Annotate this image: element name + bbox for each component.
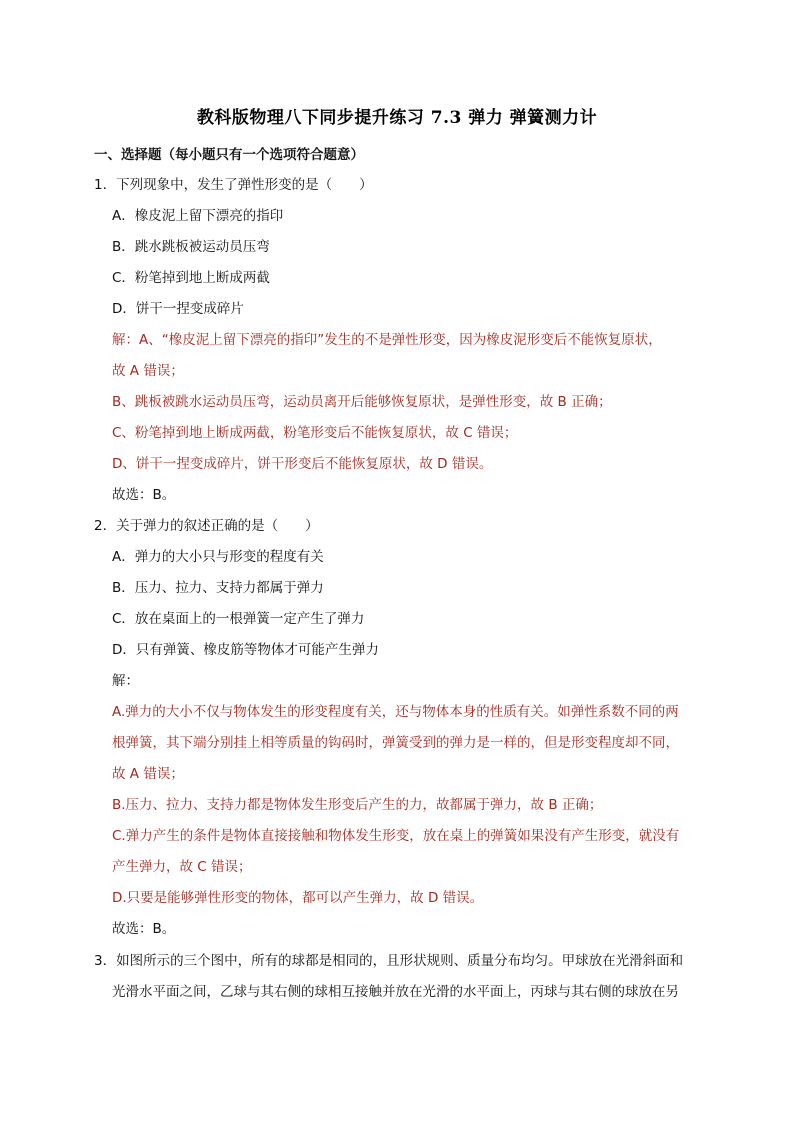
- question-2-option-d: D．只有弹簧、橡皮筋等物体才可能产生弹力: [112, 642, 379, 658]
- question-1-option-b: B．跳水跳板被运动员压弯: [112, 239, 270, 255]
- question-1-option-c: C．粉笔掉到地上断成两截: [112, 270, 270, 286]
- question-1-option-d: D．饼干一捏变成碎片: [112, 301, 244, 317]
- question-1-solution-line: C、粉笔掉到地上断成两截，粉笔形变后不能恢复原状，故 C 错误；: [112, 425, 518, 441]
- question-1-option-a: A．橡皮泥上留下漂亮的指印: [112, 208, 284, 224]
- section-heading: 一、选择题（每小题只有一个选项符合题意）: [94, 147, 364, 163]
- question-2-solution-line: 故 A 错误；: [112, 766, 184, 782]
- question-2-option-b: B．压力、拉力、支持力都属于弹力: [112, 580, 324, 596]
- question-1-solution-line: B、跳板被跳水运动员压弯，运动员离开后能够恢复原状，是弹性形变，故 B 正确；: [112, 394, 612, 410]
- question-2-solution-line: 根弹簧，其下端分别挂上相等质量的钩码时，弹簧受到的弹力是一样的，但是形变程度却不同，: [112, 735, 679, 751]
- question-2-stem: 2．关于弹力的叙述正确的是（ ）: [94, 518, 319, 534]
- question-1-solution-line: D、饼干一捏变成碎片，饼干形变后不能恢复原状，故 D 错误。: [112, 456, 493, 472]
- question-2-answer: 故选：B。: [112, 921, 176, 937]
- question-2-option-c: C．放在桌面上的一根弹簧一定产生了弹力: [112, 611, 365, 627]
- question-2-solution-label: 解：: [112, 673, 139, 689]
- question-2-solution-line: A.弹力的大小不仅与物体发生的形变程度有关，还与物体本身的性质有关。如弹性系数不同的两: [112, 704, 679, 720]
- question-3-stem-line: 光滑水平面之间，乙球与其右侧的球相互接触并放在光滑的水平面上，丙球与其右侧的球放在另: [112, 984, 679, 1000]
- question-2-solution-line: B.压力、拉力、支持力都是物体发生形变后产生的力，故都属于弹力，故 B 正确；: [112, 797, 603, 813]
- question-2-option-a: A．弹力的大小只与形变的程度有关: [112, 549, 324, 565]
- question-1-solution-line: 故 A 错误；: [112, 363, 184, 379]
- question-1-stem: 1．下列现象中，发生了弹性形变的是（ ）: [94, 177, 373, 193]
- question-2-solution-line: C.弹力产生的条件是物体直接接触和物体发生形变，放在桌上的弹簧如果没有产生形变，就没有: [112, 828, 680, 844]
- page-title: 教科版物理八下同步提升练习 7.3 弹力 弹簧测力计: [196, 108, 598, 128]
- question-1-answer: 故选：B。: [112, 487, 176, 503]
- question-1-solution-line: 解：A、“橡皮泥上留下漂亮的指印”发生的不是弹性形变，因为橡皮泥形变后不能恢复原状，: [112, 332, 662, 348]
- question-2-solution-line: 产生弹力，故 C 错误；: [112, 859, 252, 875]
- question-3-stem-line: 3．如图所示的三个图中，所有的球都是相同的，且形状规则、质量分布均匀。甲球放在光滑斜面和: [94, 953, 684, 969]
- question-2-solution-line: D.只要是能够弹性形变的物体，都可以产生弹力，故 D 错误。: [112, 890, 484, 906]
